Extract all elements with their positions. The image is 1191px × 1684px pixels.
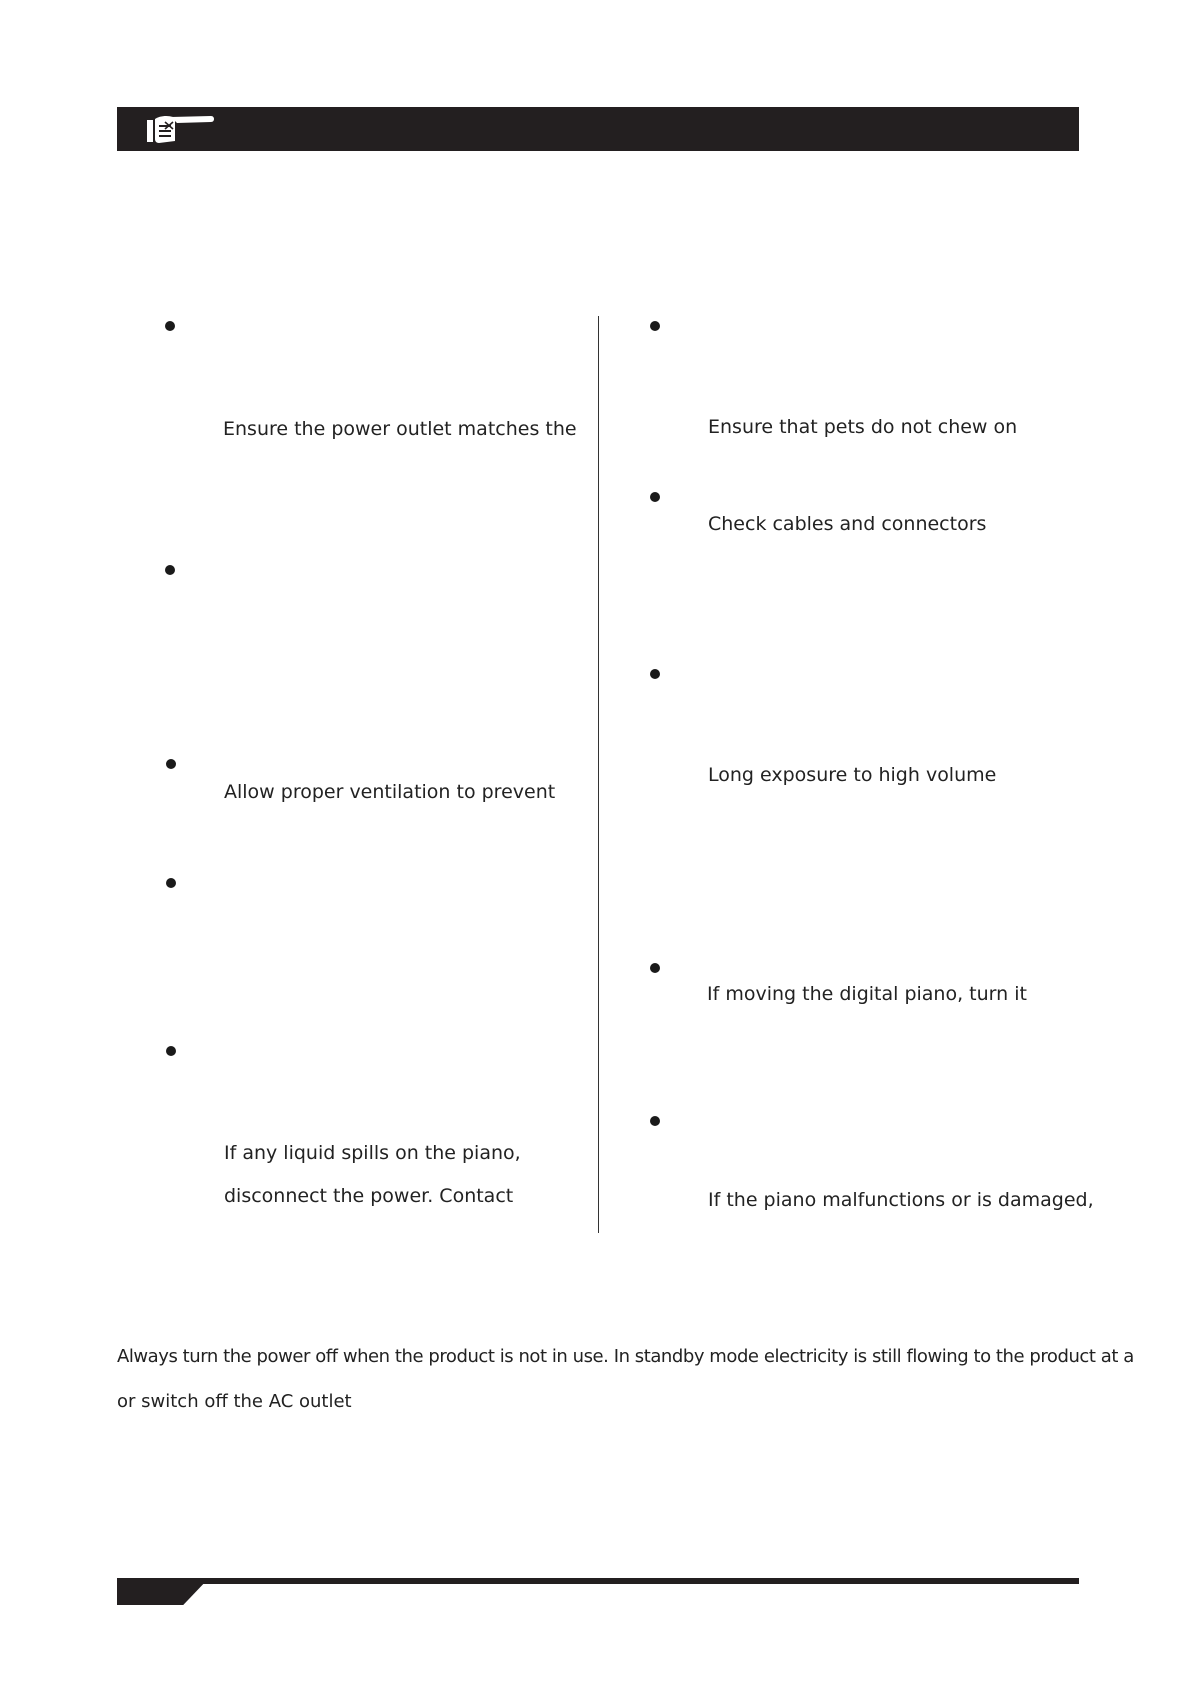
left-item-5-line-1: If any liquid spills on the piano, <box>224 1142 521 1164</box>
power-note-line-1: Always turn the power off when the product is not in use. In standby mode electricity is still flowing to the product at a <box>117 1346 1134 1367</box>
bullet-marker <box>650 963 660 973</box>
right-item-1-line-1: Ensure that pets do not chew on <box>708 416 1018 438</box>
bullet-marker <box>650 492 660 502</box>
bullet-marker <box>166 759 176 769</box>
right-item-2-line-1: Check cables and connectors <box>708 513 987 535</box>
power-note-line-2: or switch off the AC outlet <box>117 1391 352 1412</box>
left-item-5-line-2: disconnect the power. Contact <box>224 1185 514 1207</box>
right-item-5-line-1: If the piano malfunctions or is damaged, <box>708 1189 1094 1211</box>
bullet-marker <box>166 1046 176 1056</box>
right-item-3-line-1: Long exposure to high volume <box>708 764 997 786</box>
pointing-hand-icon <box>145 111 217 147</box>
left-item-3-line-1: Allow proper ventilation to prevent <box>224 781 556 803</box>
bullet-marker <box>166 878 176 888</box>
bullet-marker <box>165 321 175 331</box>
section-header-bar <box>117 107 1079 151</box>
right-item-4-line-1: If moving the digital piano, turn it <box>707 983 1027 1005</box>
column-divider <box>598 316 599 1233</box>
bullet-marker <box>650 669 660 679</box>
footer-rule <box>188 1578 1079 1584</box>
bullet-marker <box>650 1116 660 1126</box>
left-item-1-line-1: Ensure the power outlet matches the <box>223 418 577 440</box>
bullet-marker <box>650 321 660 331</box>
bullet-marker <box>165 565 175 575</box>
